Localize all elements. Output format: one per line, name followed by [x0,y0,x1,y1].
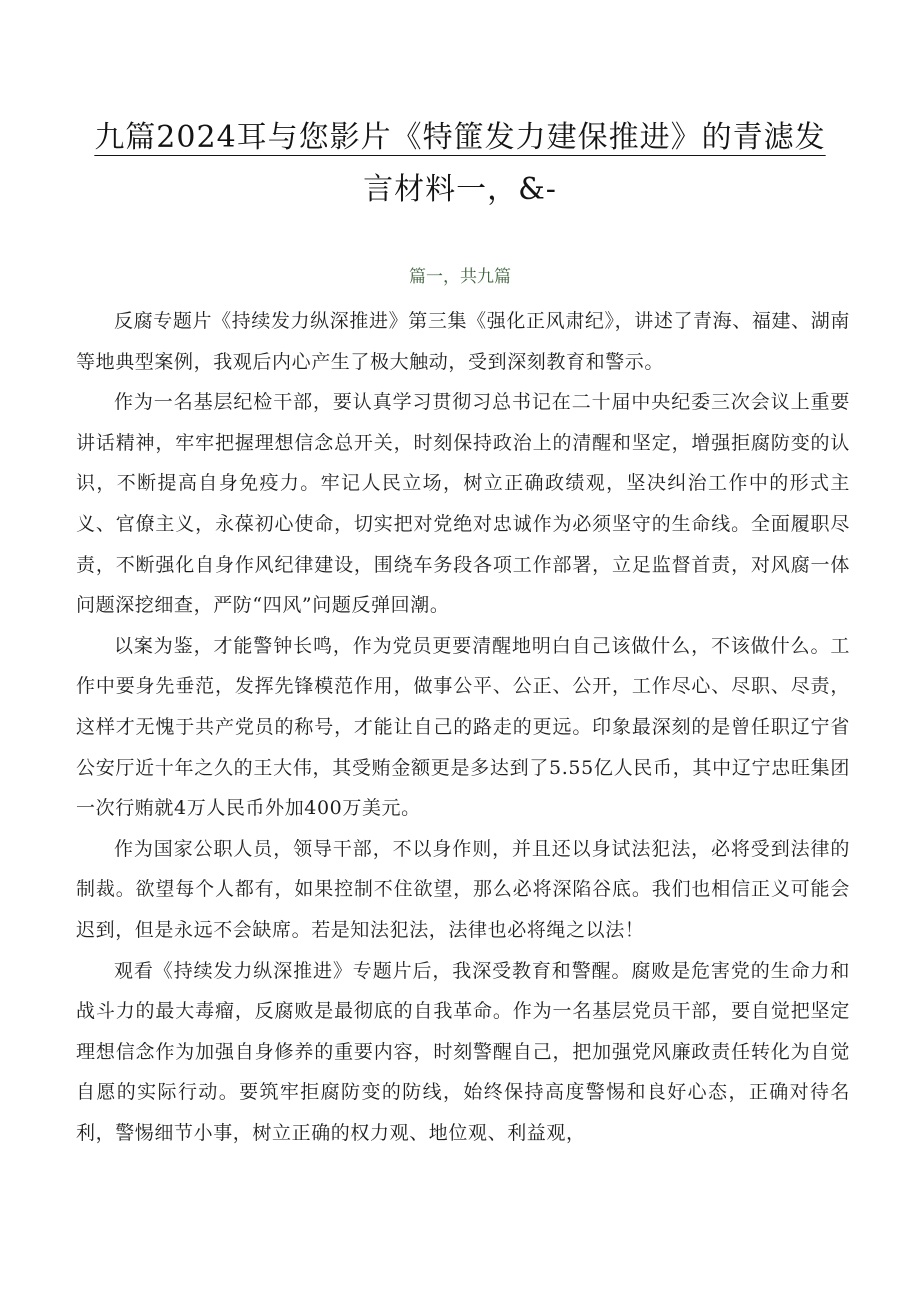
title-line-1: 九篇2024耳与您影片《特篚发力建保推进》的青滤发 [94,120,826,155]
document-title [90,112,830,216]
paragraph: 反腐专题片《持续发力纵深推进》第三集《强化正风肃纪》，讲述了青海、福建、湖南等地典型案例，我观后内心产生了极大触动，受到深刻教育和警示。 [76,310,850,373]
paragraph: 观看《持续发力纵深推进》专题片后，我深受教育和警醒。腐败是危害党的生命力和战斗力的最大毒瘤，反腐败是最彻底的自我革命。作为一名基层党员干部，要自觉把坚定理想信念作为加强自身修养的重要内容，时刻警醒自己，把加强党风廉政责任转化为自觉自愿的实际行动。要筑牢拒腐防变的防线，始终保持高度警惕和良好心态，正确对待名利，警惕细节小事，树立正确的权力观、地位观、利益观， [76,959,850,1144]
paragraph: 作为国家公职人员，领导干部，不以身作则，并且还以身试法犯法，必将受到法律的制裁。欲望每个人都有，如果控制不住欲望，那么必将深陷谷底。我们也相信正义可能会迟到，但是永远不会缺席。若是知法犯法，法律也必将绳之以法！ [76,837,850,941]
body-text [76,301,850,1153]
title-line-2: 言材料一，&- [363,172,557,207]
paragraph: 以案为鉴，才能警钟长鸣，作为党员更要清醒地明白自己该做什么，不该做什么。工作中要身先垂范，发挥先锋模范作用，做事公平、公正、公开，工作尽心、尽职、尽责，这样才无愧于共产党员的称号，才能让自己的路走的更远。印象最深刻的是曾任职辽宁省公安厅近十年之久的王大伟，其受贿金额更是多达到了5.55亿人民币，其中辽宁忠旺集团一次行贿就4万人民币外加400万美元。 [76,634,850,820]
paragraph: 作为一名基层纪检干部，要认真学习贯彻习总书记在二十届中央纪委三次会议上重要讲话精神，牢牢把握理想信念总开关，时刻保持政治上的清醒和坚定，增强拒腐防变的认识，不断提高自身免疫力。牢记人民立场，树立正确政绩观，坚决纠治工作中的形式主义、官僚主义，永葆初心使命，切实把对党绝对忠诚作为必须坚守的生命线。全面履职尽责，不断强化自身作风纪律建设，围绕车务段各项工作部署，立足监督首责，对风腐一体问题深挖细查，严防“四风”问题反弹回潮。 [76,391,850,617]
section-heading: 篇一，共九篇 [409,267,511,287]
